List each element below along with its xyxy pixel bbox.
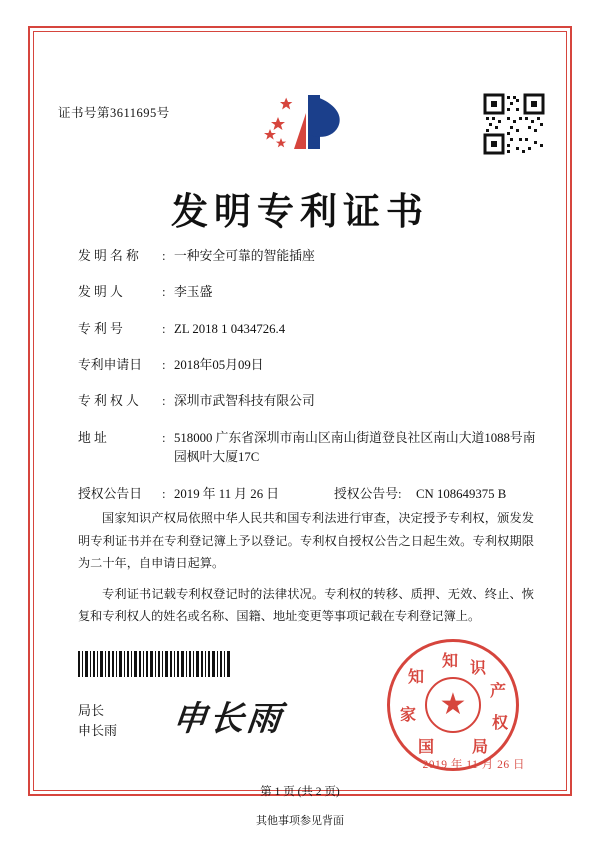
certificate-number: 证书号第3611695号 bbox=[58, 106, 170, 120]
field-label: 发 明 人 bbox=[78, 285, 123, 300]
field-label: 专 利 号 bbox=[78, 321, 123, 336]
field-row bbox=[78, 429, 548, 469]
field-list bbox=[78, 247, 548, 521]
field-label: 专 利 权 人 bbox=[78, 394, 139, 409]
field-value-patent-number: ZL 2018 1 0434726.4 bbox=[174, 321, 286, 336]
qr-code-icon bbox=[483, 93, 545, 155]
field-row bbox=[78, 320, 548, 340]
field-colon: : bbox=[162, 486, 166, 501]
field-value-patentee: 深圳市武智科技有限公司 bbox=[174, 394, 315, 409]
field-row bbox=[78, 283, 548, 303]
seal-date: 2019 年 11 月 26 日 bbox=[422, 759, 525, 771]
field-row-grant bbox=[78, 485, 548, 505]
handwritten-signature: 申长雨 bbox=[170, 699, 286, 739]
legal-text bbox=[78, 507, 534, 636]
field-colon: : bbox=[162, 285, 166, 300]
field-label: 地 址 bbox=[78, 430, 107, 445]
field-colon: : bbox=[162, 430, 166, 445]
field-label: 发 明 名 称 bbox=[78, 249, 139, 263]
seal-char: 知 bbox=[441, 651, 458, 670]
barcode-icon bbox=[78, 651, 233, 677]
page-number: 第 1 页 (共 2 页) bbox=[260, 786, 340, 798]
field-label: 授权公告日 bbox=[78, 486, 142, 501]
field-label-grant-number: 授权公告号 bbox=[334, 486, 398, 501]
director-name: 申长雨 bbox=[78, 722, 118, 738]
field-colon: : bbox=[162, 357, 166, 372]
seal-char: 家 bbox=[399, 705, 416, 724]
field-value-inventor: 李玉盛 bbox=[174, 285, 213, 300]
field-row bbox=[78, 356, 548, 376]
field-colon: : bbox=[162, 394, 166, 409]
seal-char: 产 bbox=[489, 681, 506, 700]
certificate-content bbox=[33, 31, 567, 798]
national-emblem-icon: ★ bbox=[425, 677, 481, 733]
field-value-address: 518000 广东省深圳市南山区南山街道登良社区南山大道1088号南园枫叶大厦17C bbox=[174, 430, 536, 465]
field-value-application-date: 2018年05月09日 bbox=[174, 357, 264, 372]
field-row bbox=[78, 247, 548, 267]
cnipa-logo-icon bbox=[248, 91, 358, 161]
seal-char: 局 bbox=[471, 737, 488, 756]
field-colon: : bbox=[397, 486, 402, 501]
field-colon: : bbox=[162, 321, 166, 336]
field-value-invention-name: 一种安全可靠的智能插座 bbox=[174, 249, 315, 263]
field-value-grant-date: 2019 年 11 月 26 日 bbox=[174, 486, 280, 501]
field-row bbox=[78, 392, 548, 412]
director-title: 局长 bbox=[78, 703, 105, 718]
footnote: 其他事项参见背面 bbox=[256, 815, 344, 827]
page-title: 发明专利证书 bbox=[171, 189, 429, 233]
field-label: 专利申请日 bbox=[78, 357, 142, 372]
paragraph: 国家知识产权局依照中华人民共和国专利法进行审查，决定授予专利权，颁发发明专利证书并在专利登记簿上予以登记。专利权自授权公告之日起生效。专利权期限为二十年，自申请日起算。 bbox=[78, 511, 534, 571]
official-seal bbox=[387, 639, 519, 771]
seal-char: 识 bbox=[469, 658, 486, 677]
field-value-grant-number: CN 108649375 B bbox=[415, 486, 507, 501]
signature-block bbox=[78, 701, 117, 740]
seal-char: 权 bbox=[491, 713, 508, 732]
field-colon: : bbox=[162, 249, 166, 263]
seal-char: 国 bbox=[417, 737, 434, 756]
seal-char: 知 bbox=[407, 667, 424, 686]
paragraph: 专利证书记载专利权登记时的法律状况。专利权的转移、质押、无效、终止、恢复和专利权人的姓名或名称、国籍、地址变更等事项记载在专利登记簿上。 bbox=[78, 586, 534, 624]
